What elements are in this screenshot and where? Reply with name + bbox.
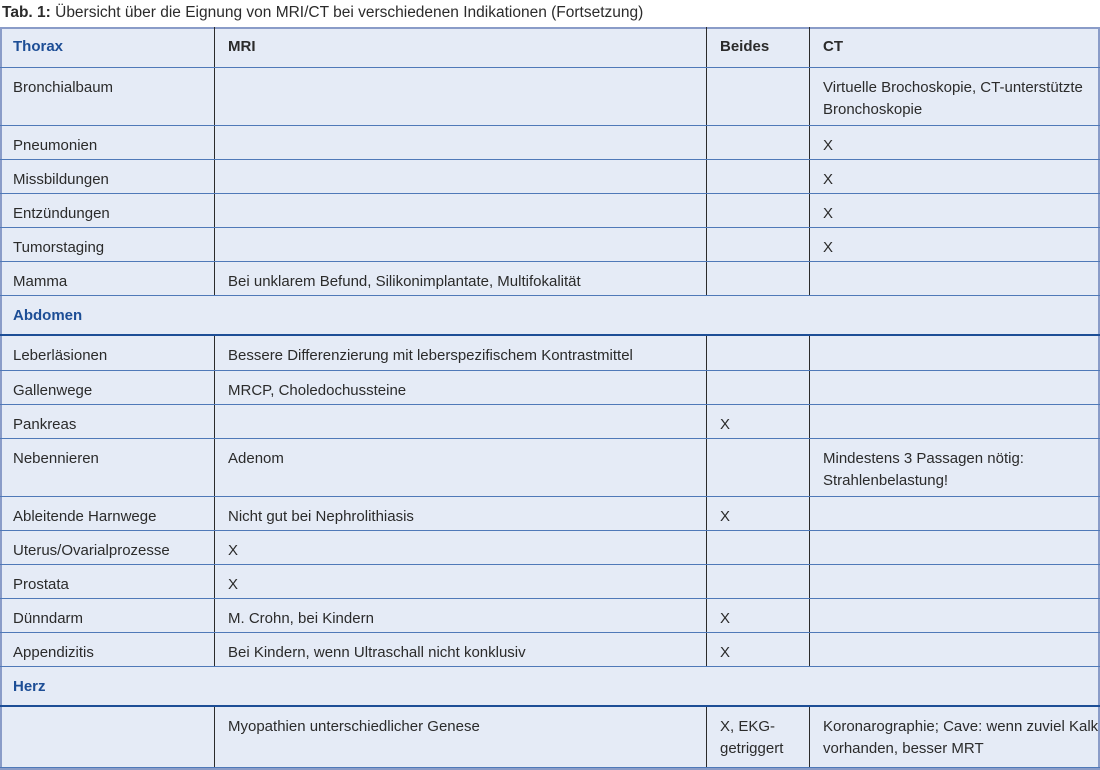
cell-indication: Gallenwege — [0, 370, 215, 404]
header-beides: Beides — [707, 27, 810, 67]
cell-indication: Dünndarm — [0, 598, 215, 632]
cell-ct: Virtuelle Brochoskopie, CT-unterstützte Bronchoskopie — [810, 67, 1100, 125]
cell-ct — [810, 564, 1100, 598]
cell-indication: Mamma — [0, 261, 215, 295]
cell-indication: Entzündungen — [0, 193, 215, 227]
cell-indication: Pneumonien — [0, 125, 215, 159]
table-row — [0, 261, 1100, 295]
cell-ct: Koronarographie; Cave: wenn zuviel Kalk vorhanden, besser MRT — [810, 706, 1100, 767]
cell-beides — [707, 125, 810, 159]
table-row — [0, 404, 1100, 438]
cell-mri — [215, 227, 707, 261]
cell-mri: MRCP, Choledochussteine — [215, 370, 707, 404]
section-row — [0, 295, 1100, 335]
cell-ct: X — [810, 125, 1100, 159]
cell-mri: X — [215, 530, 707, 564]
cell-indication: Missbildungen — [0, 159, 215, 193]
cell-mri — [215, 67, 707, 125]
table-row — [0, 193, 1100, 227]
cell-beides — [707, 227, 810, 261]
cell-mri: Bessere Differenzierung mit leberspezifischem Kontrastmittel — [215, 335, 707, 370]
cell-indication: Prostata — [0, 564, 215, 598]
cell-beides: X — [707, 496, 810, 530]
cell-ct — [810, 632, 1100, 666]
cell-mri: Nicht gut bei Nephrolithiasis — [215, 496, 707, 530]
indication-table — [0, 27, 1100, 768]
cell-indication: Ableitende Harnwege — [0, 496, 215, 530]
cell-beides — [707, 564, 810, 598]
cell-mri — [215, 404, 707, 438]
table-row — [0, 598, 1100, 632]
cell-ct: X — [810, 227, 1100, 261]
cell-ct — [810, 530, 1100, 564]
table-body — [0, 27, 1100, 767]
table-row — [0, 706, 1100, 767]
cell-beides — [707, 335, 810, 370]
section-row — [0, 666, 1100, 706]
table-row — [0, 159, 1100, 193]
cell-mri: M. Crohn, bei Kindern — [215, 598, 707, 632]
cell-mri: X — [215, 564, 707, 598]
table-row — [0, 438, 1100, 496]
cell-indication: Leberläsionen — [0, 335, 215, 370]
header-thorax: Thorax — [0, 27, 215, 67]
cell-ct — [810, 496, 1100, 530]
cell-ct — [810, 370, 1100, 404]
cell-indication: Tumorstaging — [0, 227, 215, 261]
cell-beides — [707, 193, 810, 227]
cell-mri: Myopathien unterschiedlicher Genese — [215, 706, 707, 767]
cell-mri: Bei unklarem Befund, Silikonimplantate, Multifokalität — [215, 261, 707, 295]
cell-mri — [215, 159, 707, 193]
cell-ct — [810, 598, 1100, 632]
cell-beides — [707, 159, 810, 193]
cell-mri: Adenom — [215, 438, 707, 496]
cell-beides — [707, 438, 810, 496]
cell-indication: Appendizitis — [0, 632, 215, 666]
header-ct: CT — [810, 27, 1100, 67]
table-row — [0, 564, 1100, 598]
cell-ct: X — [810, 159, 1100, 193]
table-row — [0, 632, 1100, 666]
cell-beides: X, EKG-getriggert — [707, 706, 810, 767]
cell-indication: Bronchialbaum — [0, 67, 215, 125]
cell-beides — [707, 261, 810, 295]
caption-label: Tab. 1: — [2, 4, 51, 21]
cell-mri — [215, 125, 707, 159]
cell-beides — [707, 370, 810, 404]
table-row — [0, 370, 1100, 404]
caption-text: Übersicht über die Eignung von MRI/CT bei verschiedenen Indikationen (Fortsetzung) — [50, 4, 644, 21]
cell-beides: X — [707, 598, 810, 632]
cell-indication: Pankreas — [0, 404, 215, 438]
cell-beides — [707, 530, 810, 564]
cell-ct — [810, 261, 1100, 295]
table-row — [0, 530, 1100, 564]
cell-beides: X — [707, 404, 810, 438]
cell-ct — [810, 335, 1100, 370]
header-mri: MRI — [215, 27, 707, 67]
cell-ct: Mindestens 3 Passagen nötig: Strahlenbelastung! — [810, 438, 1100, 496]
cell-mri — [215, 193, 707, 227]
cell-ct: X — [810, 193, 1100, 227]
cell-indication — [0, 706, 215, 767]
table-row — [0, 125, 1100, 159]
table-row — [0, 335, 1100, 370]
table-row — [0, 227, 1100, 261]
cell-ct — [810, 404, 1100, 438]
table-caption — [2, 3, 643, 23]
cell-indication: Uterus/Ovarialprozesse — [0, 530, 215, 564]
cell-indication: Nebennieren — [0, 438, 215, 496]
indication-table-container — [0, 27, 1100, 770]
table-row — [0, 67, 1100, 125]
cell-mri: Bei Kindern, wenn Ultraschall nicht konklusiv — [215, 632, 707, 666]
table-row — [0, 496, 1100, 530]
cell-beides: X — [707, 632, 810, 666]
section-title: Herz — [0, 666, 1100, 706]
cell-beides — [707, 67, 810, 125]
header-row — [0, 27, 1100, 67]
section-title: Abdomen — [0, 295, 1100, 335]
